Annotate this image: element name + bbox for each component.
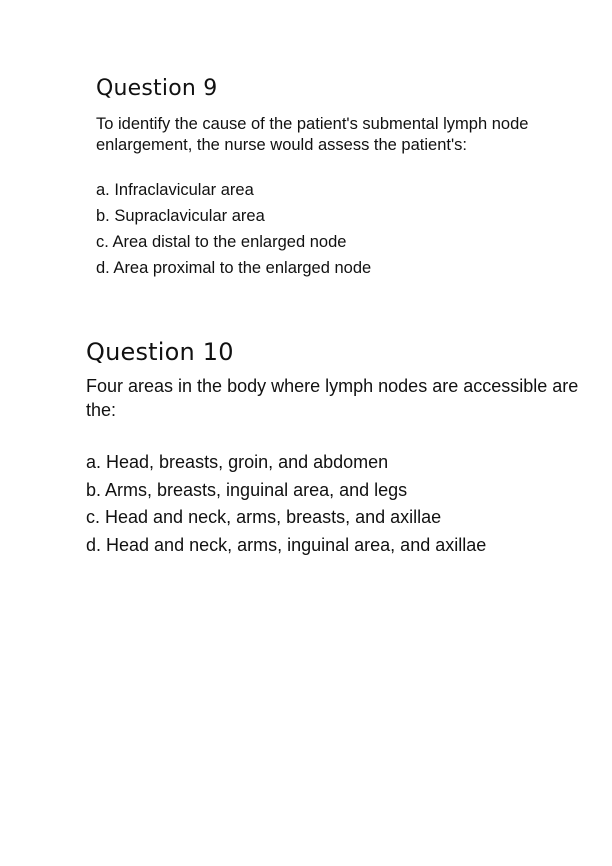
answer-option-a: a. Head, breasts, groin, and abdomen — [86, 452, 389, 472]
answer-option-d: d. Area proximal to the enlarged node — [96, 259, 372, 277]
answer-options — [96, 177, 576, 281]
question-9 — [96, 74, 576, 281]
question-10 — [86, 336, 586, 559]
answer-option-b: b. Supraclavicular area — [96, 207, 265, 225]
answer-option-b: b. Arms, breasts, inguinal area, and legs — [86, 479, 408, 500]
answer-option-c: c. Area distal to the enlarged node — [96, 233, 347, 251]
answer-options — [86, 449, 586, 559]
question-title: Question 10 — [86, 338, 234, 366]
answer-option-c: c. Head and neck, arms, breasts, and axillae — [86, 507, 442, 527]
question-title: Question 9 — [96, 76, 218, 101]
answer-option-a: a. Infraclavicular area — [96, 181, 254, 199]
question-stem: To identify the cause of the patient's submental lymph node enlargement, the nurse would assess the patient's: — [96, 115, 529, 154]
question-stem: Four areas in the body where lymph nodes are accessible are the: — [86, 376, 579, 420]
answer-option-d: d. Head and neck, arms, inguinal area, and axillae — [86, 534, 487, 555]
